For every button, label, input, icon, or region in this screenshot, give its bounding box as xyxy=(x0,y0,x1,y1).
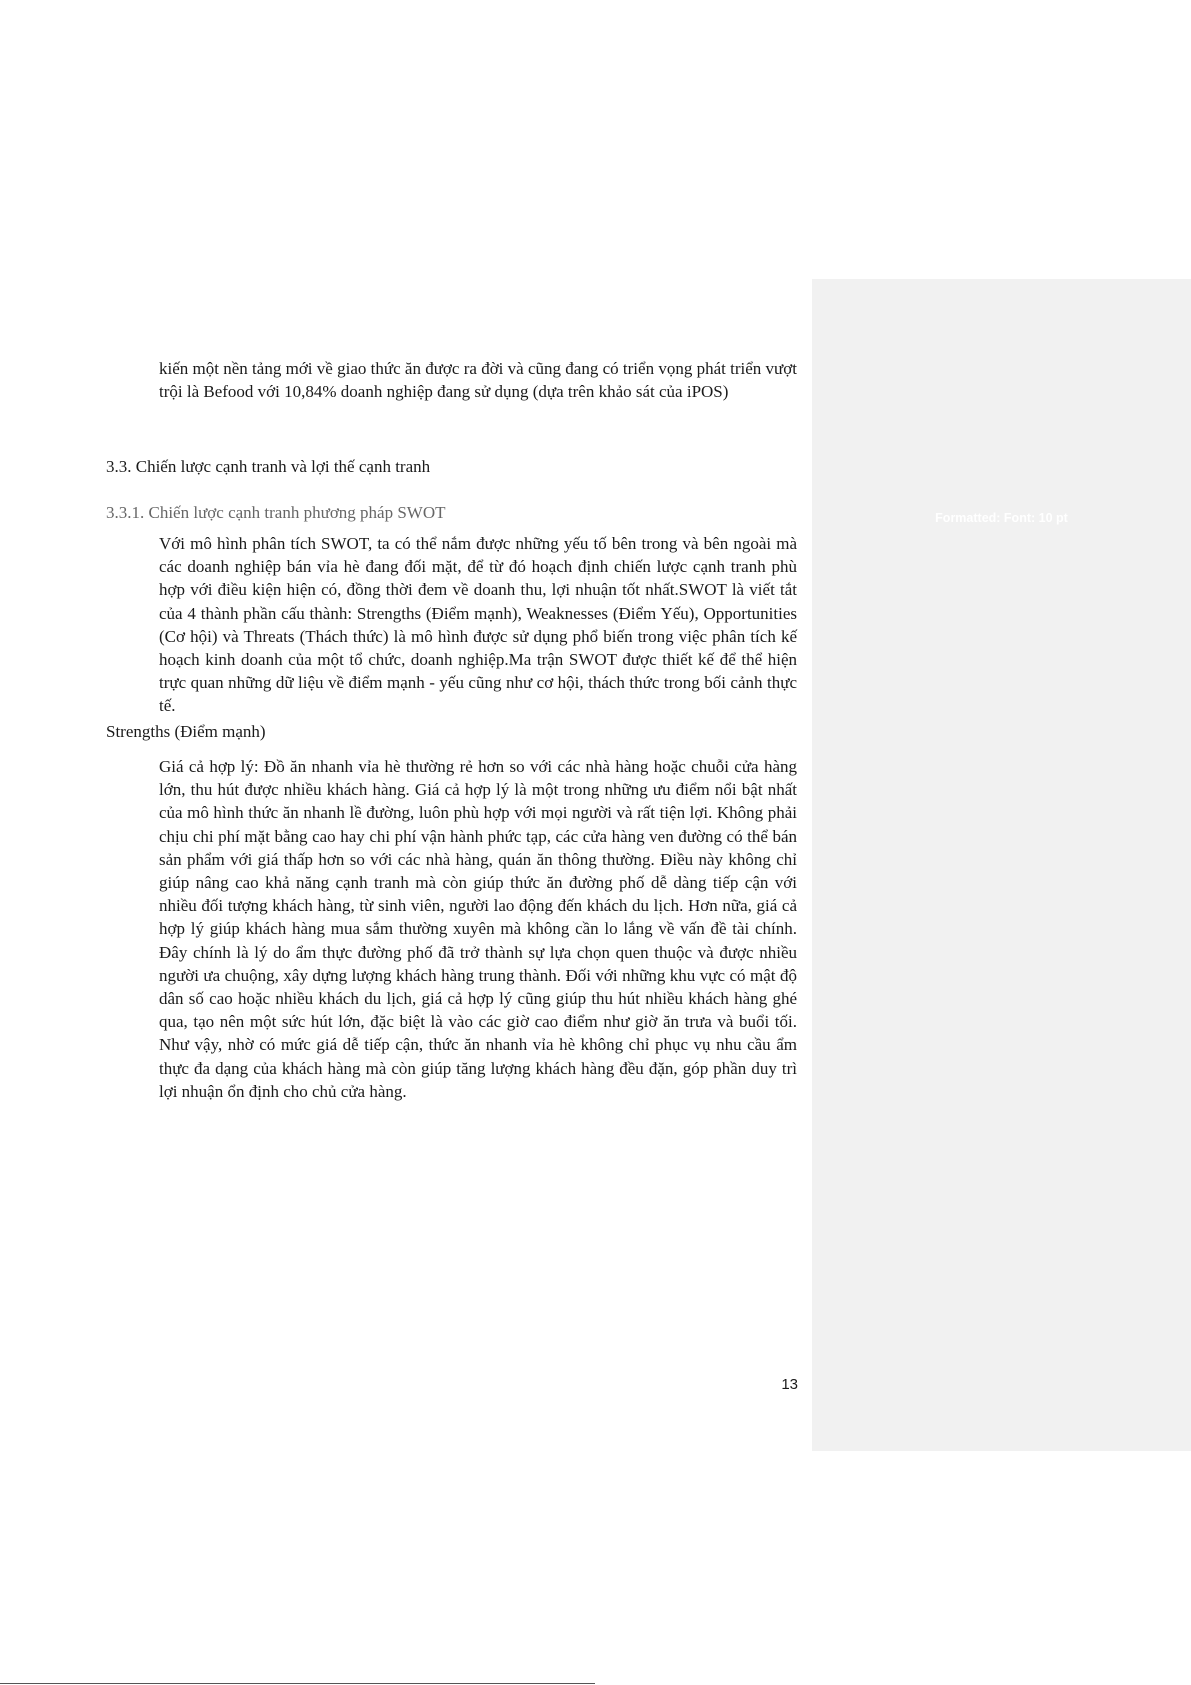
strengths-heading: Strengths (Điểm mạnh) xyxy=(106,722,266,741)
page-number: 13 xyxy=(781,1376,798,1393)
comment-balloon-text: Formatted: Font: 10 pt xyxy=(935,511,1068,525)
section-heading: 3.3. Chiến lược cạnh tranh và lợi thế cạnh tranh xyxy=(106,457,431,476)
strengths-paragraph: Giá cả hợp lý: Đồ ăn nhanh vỉa hè thường rẻ hơn so với các nhà hàng hoặc chuỗi cửa hàng lớn, thu hút được nhiều khách hàng. Giá cả hợp lý là một trong những ưu điểm nổi bật nhất của mô hình thức ăn nhanh lề đường, luôn phù hợp với mọi người và rất tiện lợi. Không phải chịu chi phí mặt bằng cao hay chi phí vận hành phức tạp, các cửa hàng ven đường có thể bán sản phẩm với giá thấp hơn so với các nhà hàng, quán ăn thông thường. Điều này không chỉ giúp nâng cao khả năng cạnh tranh mà còn giúp thức ăn đường phố dễ dàng tiếp cận với nhiều đối tượng khách hàng, từ sinh viên, người lao động đến khách du lịch. Hơn nữa, giá cả hợp lý giúp khách hàng mua sắm thường xuyên mà không cần lo lắng về vấn đề tài chính. Đây chính là lý do ẩm thực đường phố đã trở thành sự lựa chọn quen thuộc và được nhiều người ưa chuộng, xây dựng lượng khách hàng trung thành. Đối với những khu vực có mật độ dân số cao hoặc nhiều khách du lịch, giá cả hợp lý cũng giúp thu hút nhiều khách hàng ghé qua, tạo nên một sức hút lớn, đặc biệt là vào các giờ cao điểm như giờ ăn trưa và buổi tối. Như vậy, nhờ có mức giá dễ tiếp cận, thức ăn nhanh vỉa hè không chỉ phục vụ nhu cầu ẩm thực đa dạng của khách hàng mà còn giúp tăng lượng khách hàng đều đặn, góp phần duy trì lợi nhuận ổn định cho chủ cửa hàng. xyxy=(159,757,797,1101)
comment-pane xyxy=(812,279,1191,1451)
swot-intro-paragraph: Với mô hình phân tích SWOT, ta có thể nắm được những yếu tố bên trong và bên ngoài mà các doanh nghiệp bán vỉa hè đang đối mặt, để từ đó hoạch định chiến lược cạnh tranh phù hợp với điều kiện hiện có, đồng thời đem về doanh thu, lợi nhuận tốt nhất.SWOT là viết tắt của 4 thành phần cấu thành: Strengths (Điểm mạnh), Weaknesses (Điểm Yếu), Opportunities (Cơ hội) và Threats (Thách thức) là mô hình được sử dụng phổ biến trong việc phân tích kế hoạch kinh doanh của một tổ chức, doanh nghiệp.Ma trận SWOT được thiết kế để thể hiện trực quan những dữ liệu về điểm mạnh - yếu cũng như cơ hội, thách thức trong bối cảnh thực tế. xyxy=(159,534,797,716)
subsection-heading: 3.3.1. Chiến lược cạnh tranh phương pháp SWOT xyxy=(106,503,446,522)
footnote-separator xyxy=(0,1683,595,1684)
continuation-paragraph: kiến một nền tảng mới về giao thức ăn được ra đời và cũng đang có triển vọng phát triển vượt trội là Befood với 10,84% doanh nghiệp đang sử dụng (dựa trên khảo sát của iPOS) xyxy=(159,359,797,402)
